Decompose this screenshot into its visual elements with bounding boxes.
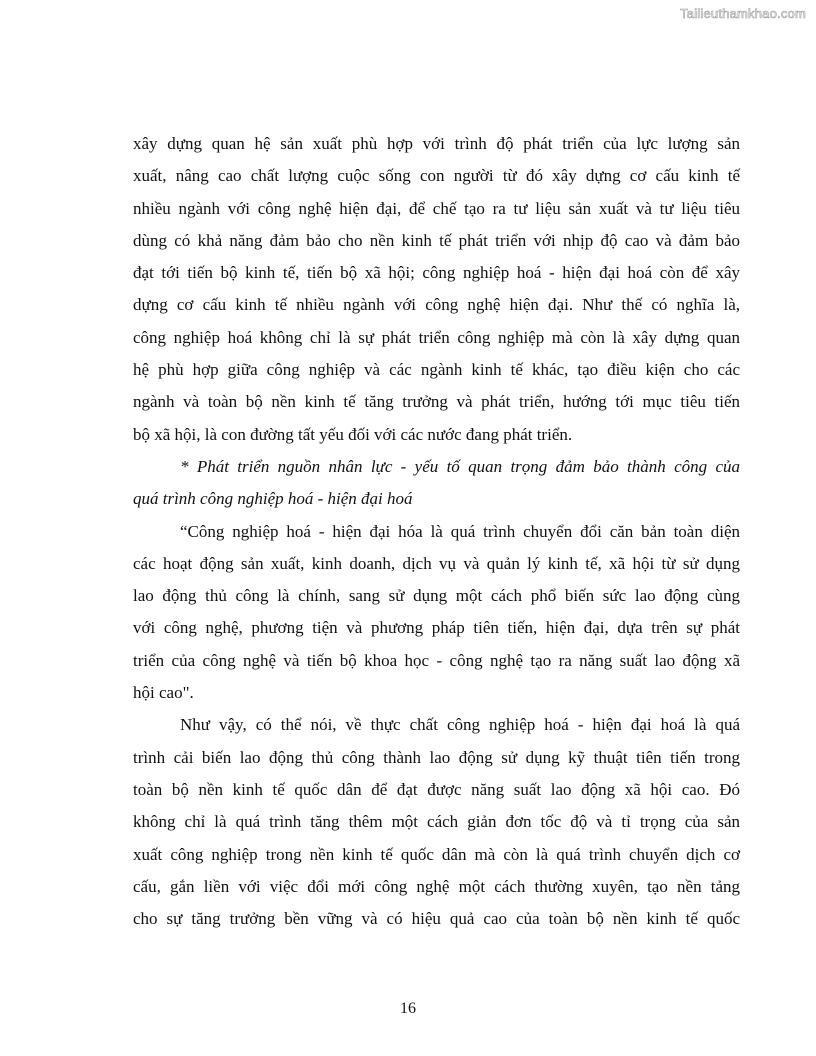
text-line: ngành và toàn bộ nền kinh tế tăng trưởng và phát triển, hướng tới mục tiêu tiến	[133, 392, 740, 412]
text-line: Như vậy, có thể nói, về thực chất công nghiệp hoá - hiện đại hoá là quá	[180, 715, 740, 735]
text-line: nhiều ngành với công nghệ hiện đại, để chế tạo ra tư liệu sản xuất và tư liệu tiêu	[133, 198, 740, 218]
text-line: các hoạt động sản xuất, kinh doanh, dịch vụ và quản lý kinh tế, xã hội từ sử dụng	[133, 553, 740, 573]
text-line: không chỉ là quá trình tăng thêm một cách giản đơn tốc độ và tỉ trọng của sản	[133, 812, 740, 832]
text-line: cấu, gắn liền với việc đổi mới công nghệ một cách thường xuyên, tạo nền tảng	[133, 876, 740, 896]
text-line: xuất, nâng cao chất lượng cuộc sống con người từ đó xây dựng cơ cấu kinh tế	[133, 166, 740, 186]
text-line: trình cải biến lao động thủ công thành lao động sử dụng kỹ thuật tiên tiến trong	[133, 747, 740, 767]
text-line: hệ phù hợp giữa công nghiệp và các ngành kinh tế khác, tạo điều kiện cho các	[133, 360, 740, 380]
page-number: 16	[400, 1000, 416, 1017]
heading-line: * Phát triển nguồn nhân lực - yếu tố quan trọng đảm bảo thành công của	[180, 456, 740, 476]
text-line: triển của công nghệ và tiến bộ khoa học - công nghệ tạo ra năng suất lao động xã	[133, 650, 740, 670]
document-body	[133, 128, 740, 935]
text-line: xuất công nghiệp trong nền kinh tế quốc dân mà còn là quá trình chuyển dịch cơ	[133, 844, 740, 864]
paragraph-1	[133, 128, 740, 451]
paragraph-conclusion	[133, 709, 740, 935]
text-line: dùng có khả năng đảm bảo cho nền kinh tế phát triển với nhịp độ cao và đảm bảo	[133, 230, 740, 250]
text-line: đạt tới tiến bộ kinh tế, tiến bộ xã hội; công nghiệp hoá - hiện đại hoá còn để xây	[133, 263, 740, 283]
text-line: dựng cơ cấu kinh tế nhiều ngành với công nghệ hiện đại. Như thế có nghĩa là,	[133, 295, 740, 315]
text-line: lao động thủ công là chính, sang sử dụng một cách phổ biến sức lao động cùng	[133, 586, 740, 606]
section-heading	[133, 451, 740, 516]
text-line: “Công nghiệp hoá - hiện đại hóa là quá trình chuyển đổi căn bản toàn diện	[180, 521, 740, 541]
text-line: bộ xã hội, là con đường tất yếu đối với các nước đang phát triển.	[133, 424, 573, 444]
watermark-text: Tailieuthamkhao.com	[680, 6, 806, 21]
heading-line: quá trình công nghiệp hoá - hiện đại hoá	[133, 489, 413, 509]
text-line: toàn bộ nền kinh tế quốc dân để đạt được năng suất lao động xã hội cao. Đó	[133, 779, 740, 799]
paragraph-quote	[133, 516, 740, 710]
text-line: hội cao".	[133, 683, 194, 703]
text-line: với công nghệ, phương tiện và phương pháp tiên tiến, hiện đại, dựa trên sự phát	[133, 618, 740, 638]
text-line: cho sự tăng trưởng bền vững và có hiệu quả cao của toàn bộ nền kinh tế quốc	[133, 909, 740, 929]
text-line: công nghiệp hoá không chỉ là sự phát triển công nghiệp mà còn là xây dựng quan	[133, 327, 740, 347]
text-line: xây dựng quan hệ sản xuất phù hợp với trình độ phát triển của lực lượng sản	[133, 134, 740, 153]
